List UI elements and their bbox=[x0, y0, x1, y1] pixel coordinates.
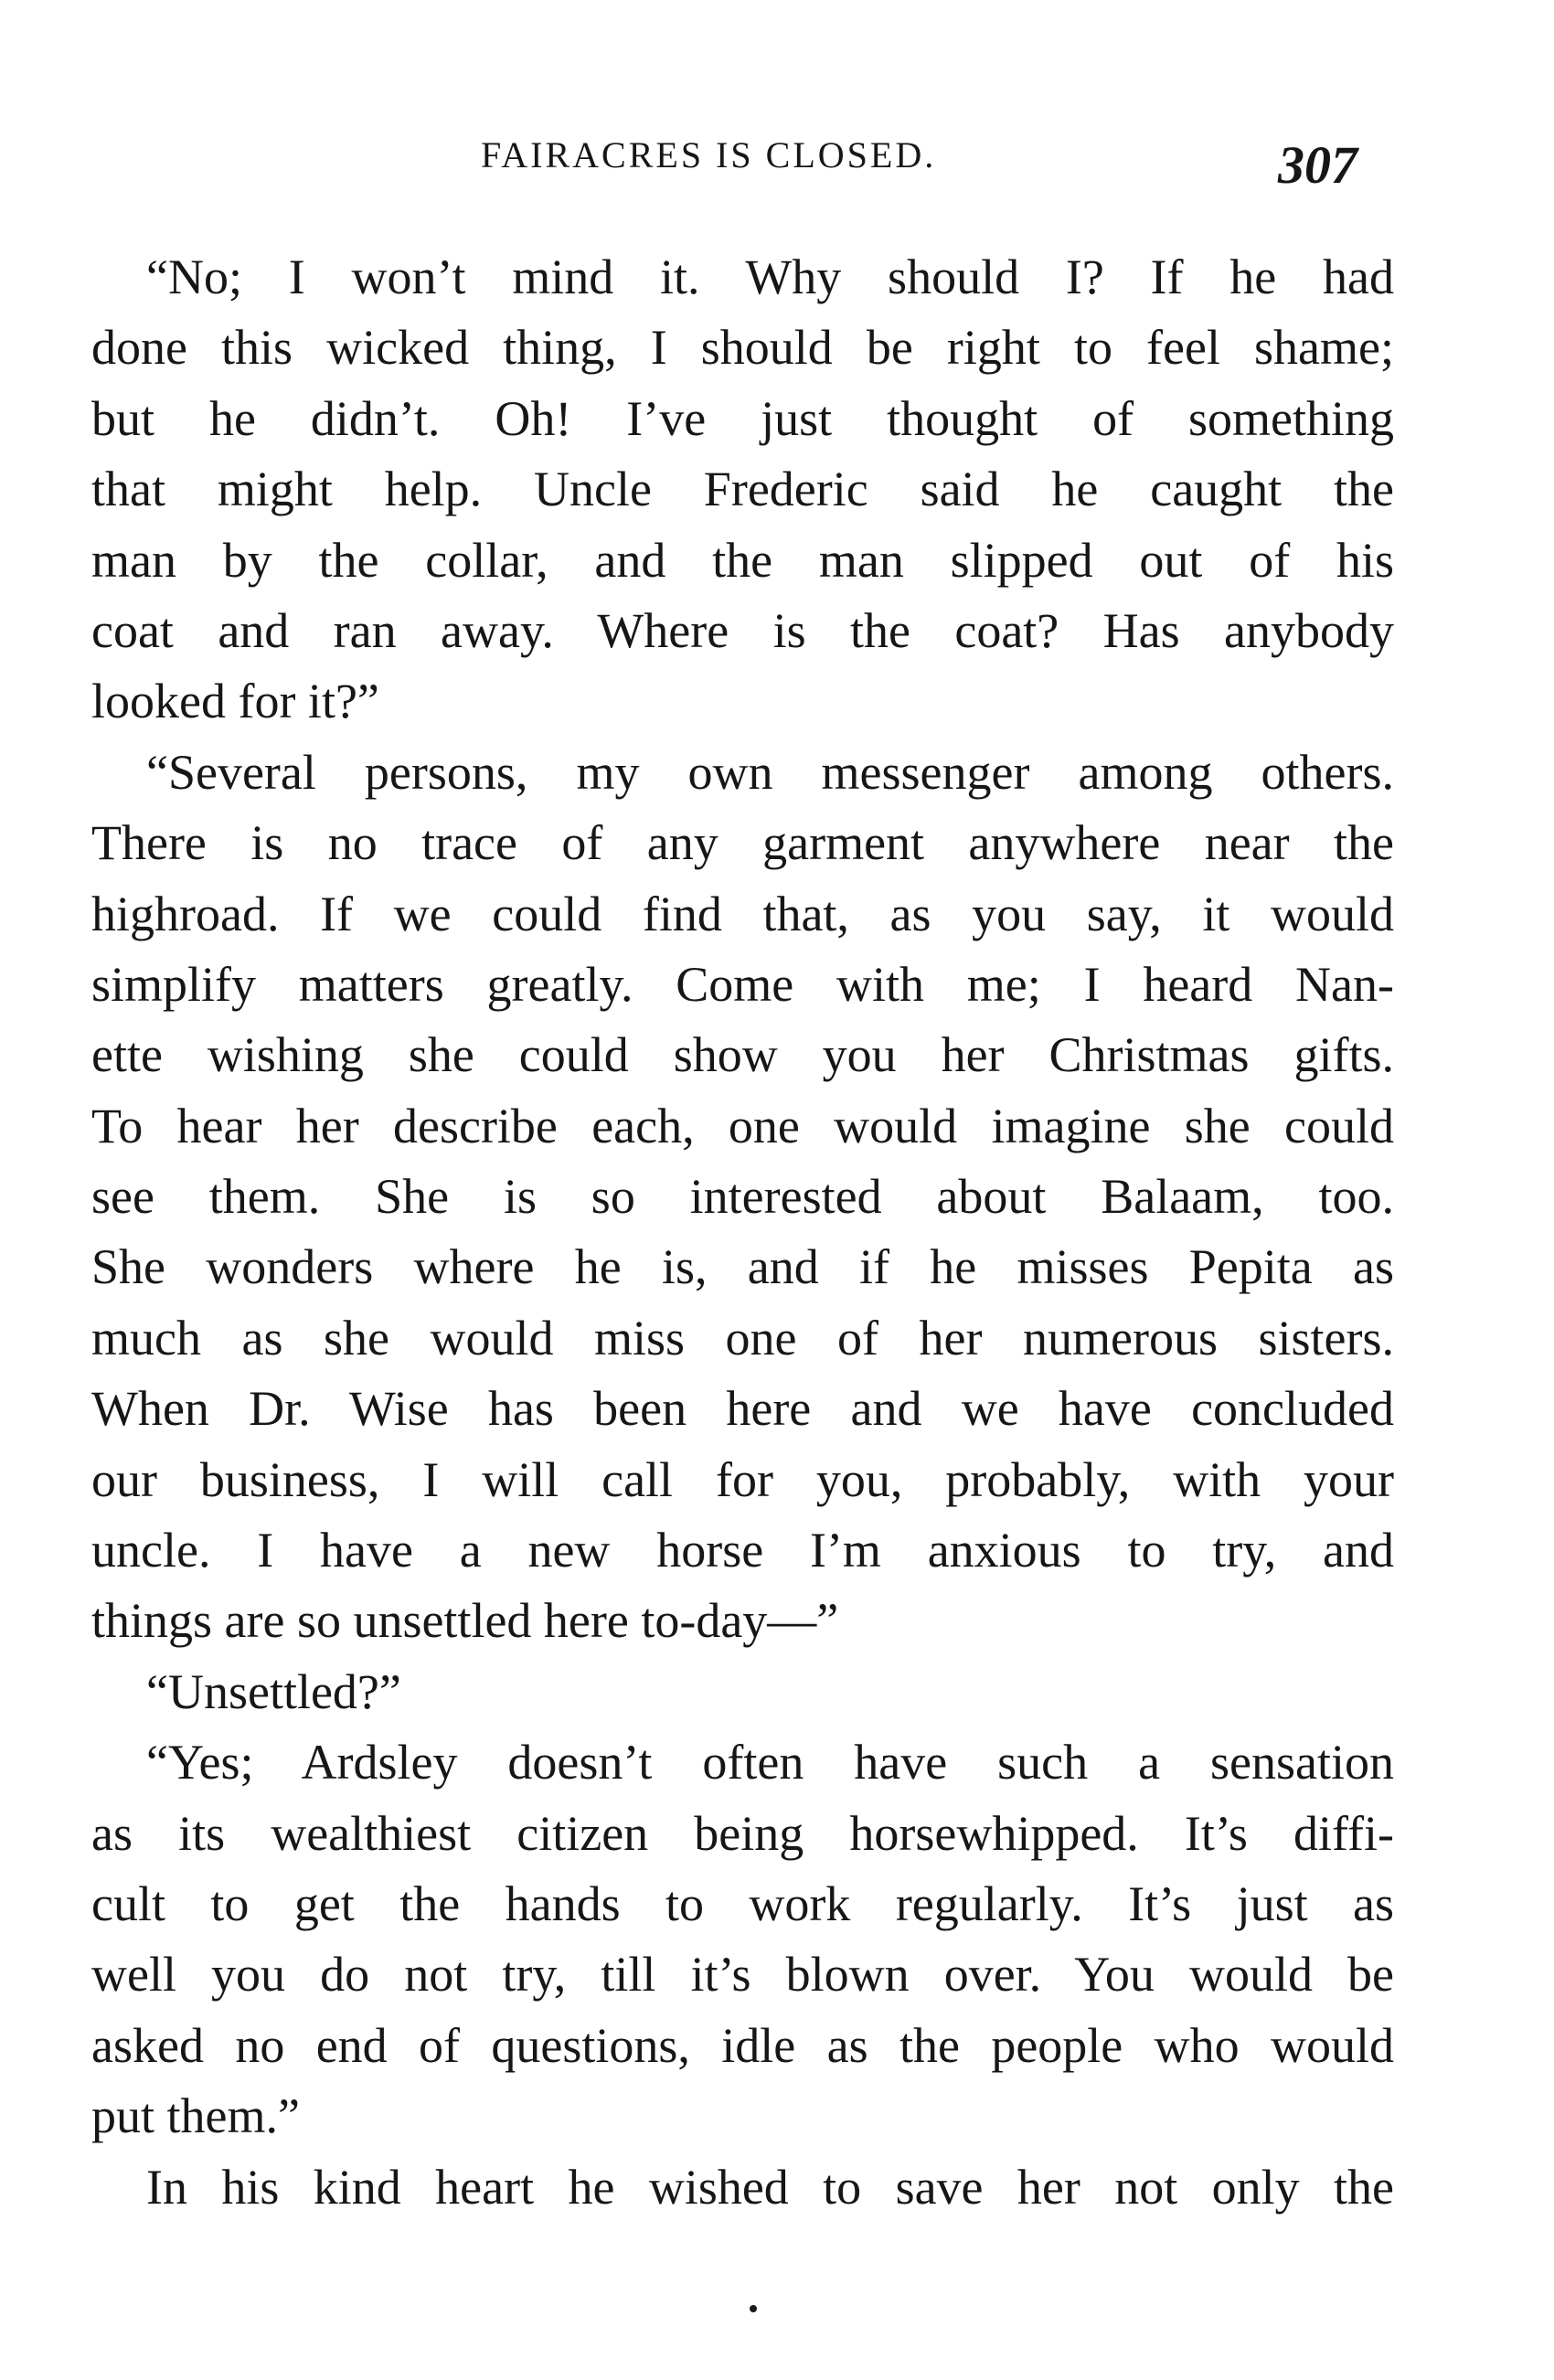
text-line: To hear her describe each, one would imagine she could bbox=[91, 1098, 1394, 1153]
text-line: uncle. I have a new horse I’m anxious to try, and bbox=[91, 1523, 1394, 1578]
text-line: “Yes; Ardsley doesn’t often have such a sensation bbox=[146, 1735, 1394, 1790]
running-title: FAIRACRES IS CLOSED. bbox=[481, 134, 937, 175]
page-number: 307 bbox=[1278, 135, 1357, 195]
text-line: our business, I will call for you, probably, with your bbox=[91, 1451, 1394, 1507]
text-line: man by the collar, and the man slipped out of his bbox=[91, 532, 1394, 588]
text-line: looked for it?” bbox=[91, 674, 379, 729]
text-line: simplify matters greatly. Come with me; I heard Nan- bbox=[91, 956, 1394, 1012]
text-line: much as she would miss one of her numerous sisters. bbox=[91, 1310, 1394, 1365]
text-line: well you do not try, till it’s blown over. You would be bbox=[91, 1947, 1394, 2003]
text-line: coat and ran away. Where is the coat? Has anybody bbox=[91, 602, 1394, 658]
text-line: asked no end of questions, idle as the people who would bbox=[91, 2017, 1394, 2073]
text-line: as its wealthiest citizen being horsewhipped. It’s diffi- bbox=[91, 1805, 1394, 1861]
text-line: that might help. Uncle Frederic said he caught the bbox=[91, 462, 1394, 517]
text-line: “No; I won’t mind it. Why should I? If he had bbox=[146, 250, 1394, 304]
text-line: In his kind heart he wished to save her not only the bbox=[146, 2159, 1394, 2215]
text-line: done this wicked thing, I should be right to feel shame; bbox=[91, 320, 1394, 376]
text-line: put them.” bbox=[91, 2088, 300, 2144]
text-line: but he didn’t. Oh! I’ve just thought of something bbox=[91, 390, 1394, 446]
text-line: She wonders where he is, and if he misses Pepita as bbox=[91, 1239, 1394, 1295]
body-text bbox=[91, 242, 1394, 2223]
text-line: When Dr. Wise has been here and we have concluded bbox=[91, 1381, 1394, 1437]
text-line: “Several persons, my own messenger among others. bbox=[146, 744, 1394, 800]
printer-dot bbox=[750, 2305, 757, 2312]
text-line: things are so unsettled here to-day—” bbox=[91, 1593, 839, 1649]
text-line: see them. She is so interested about Balaam, too. bbox=[91, 1169, 1394, 1225]
text-line: “Unsettled?” bbox=[146, 1663, 401, 1719]
text-line: cult to get the hands to work regularly. It’s just as bbox=[91, 1875, 1394, 1931]
text-line: ette wishing she could show you her Christmas gifts. bbox=[91, 1027, 1394, 1083]
text-line: There is no trace of any garment anywhere near the bbox=[91, 815, 1394, 871]
text-line: highroad. If we could find that, as you say, it would bbox=[91, 886, 1394, 941]
